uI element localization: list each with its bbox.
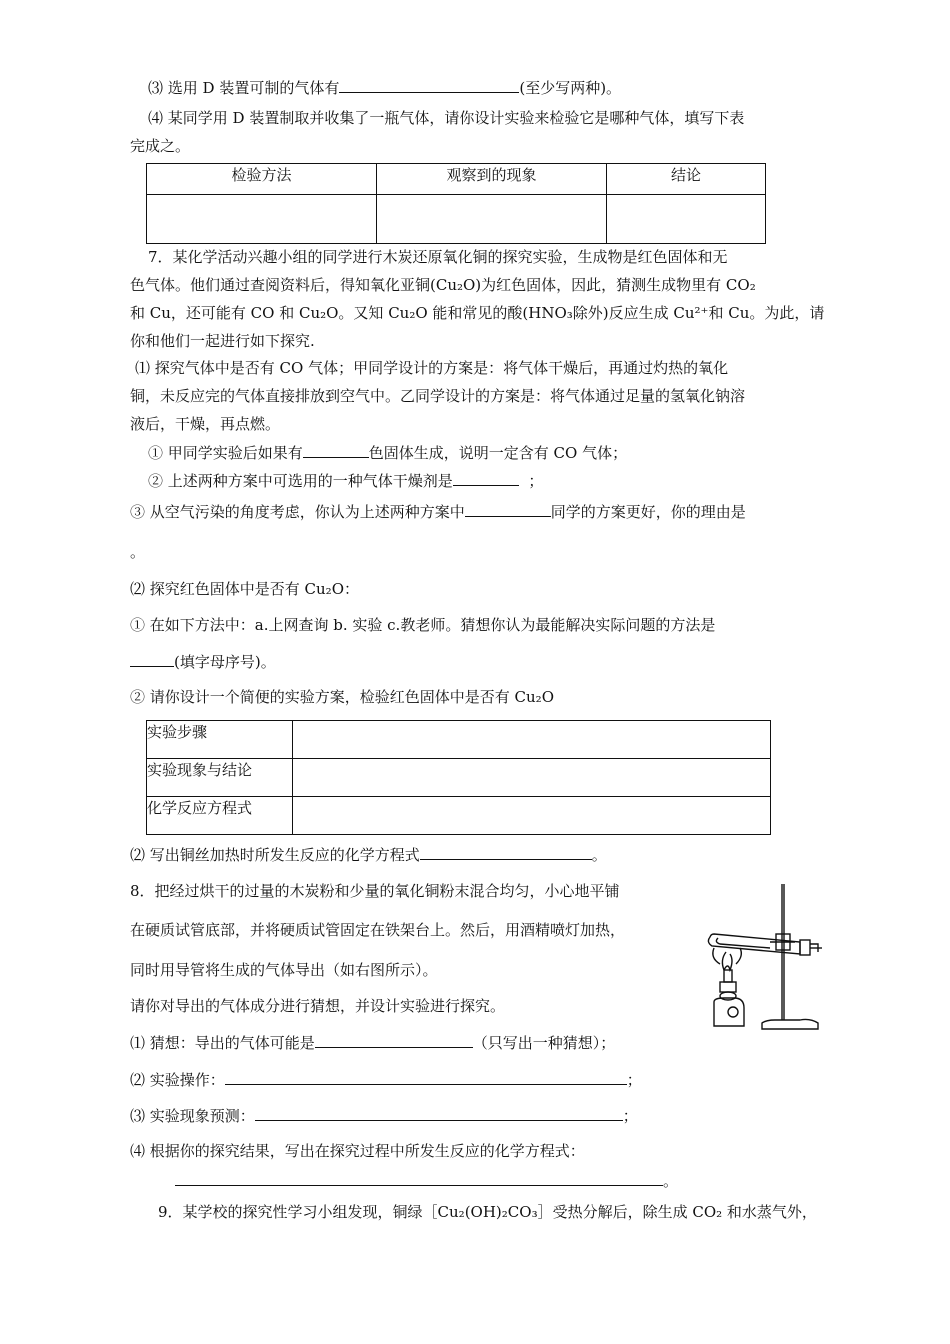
q8-line4: 请你对导出的气体成分进行猜想，并设计实验进行探究。 xyxy=(130,997,506,1015)
q7-line2: 色气体。他们通过查阅资料后，得知氧化亚铜(Cu₂O)为红色固体，因此，猜测生成物里有 CO₂ xyxy=(130,276,756,294)
q7-s1-q3: ③ 从空气污染的角度考虑，你认为上述两种方案中 同学的方案更好，你的理由是 xyxy=(130,503,746,521)
q7-line4: 你和他们一起进行如下探究. xyxy=(130,332,315,350)
q7-s1-line2: 铜，未反应完的气体直接排放到空气中。乙同学设计的方案是：将气体通过足量的氢氧化钠溶 xyxy=(130,387,746,405)
q9-line1: 9．某学校的探究性学习小组发现，铜绿［Cu₂(OH)₂CO₃］受热分解后，除生成 CO₂ 和水蒸气外， xyxy=(158,1203,817,1221)
table-cell[interactable] xyxy=(147,195,377,244)
table-header: 结论 xyxy=(607,164,766,195)
q8-part3: ⑶ 实验现象预测： ； xyxy=(130,1107,638,1125)
table-cell[interactable] xyxy=(377,195,607,244)
q7-s2-q1-line2: (填字母序号)。 xyxy=(130,651,276,672)
q7-s1-q2: ② 上述两种方案中可选用的一种气体干燥剂是 ； xyxy=(148,472,544,490)
answer-blank[interactable] xyxy=(130,651,174,667)
q7-experiment-table xyxy=(146,720,771,835)
answer-blank[interactable] xyxy=(339,77,519,93)
table-cell[interactable] xyxy=(607,195,766,244)
table-row-label: 实验步骤 xyxy=(147,721,293,759)
q7-line3: 和 Cu，还可能有 CO 和 Cu₂O。又知 Cu₂O 能和常见的酸(HNO₃除外)反应生成 Cu²⁺和 Cu。为此，请 xyxy=(130,304,825,322)
answer-blank[interactable] xyxy=(175,1170,663,1186)
q7-s1-q3-end: 。 xyxy=(130,543,146,561)
answer-blank[interactable] xyxy=(225,1069,627,1085)
q6-test-table xyxy=(146,163,766,244)
table-cell[interactable] xyxy=(293,797,771,835)
q7-s2-q2: ② 请你设计一个简便的实验方案，检验红色固体中是否有 Cu₂O xyxy=(130,688,554,706)
answer-blank[interactable] xyxy=(420,844,592,860)
q6-part4-line2: 完成之。 xyxy=(130,137,191,155)
q7-line1: 7．某化学活动兴趣小组的同学进行木炭还原氧化铜的探究实验，生成物是红色固体和无 xyxy=(148,248,728,266)
q8-line1: 8．把经过烘干的过量的木炭粉和少量的氧化铜粉末混合均匀，小心地平铺 xyxy=(130,882,620,900)
q8-part1: ⑴ 猜想：导出的气体可能是 （只写出一种猜想）； xyxy=(130,1034,616,1052)
q6-part4-line1: ⑷ 某同学用 D 装置制取并收集了一瓶气体，请你设计实验来检验它是哪种气体，填写下表 xyxy=(148,109,745,127)
q7-s1-q1: ① 甲同学实验后如果有 色固体生成，说明一定含有 CO 气体； xyxy=(148,444,628,462)
q8-part4: ⑷ 根据你的探究结果，写出在探究过程中所发生反应的化学方程式： xyxy=(130,1142,585,1160)
answer-blank[interactable] xyxy=(303,442,369,458)
q8-line3: 同时用导管将生成的气体导出（如右图所示）。 xyxy=(130,961,438,979)
answer-blank[interactable] xyxy=(255,1105,623,1121)
answer-blank[interactable] xyxy=(453,470,519,486)
q7-s3: ⑵ 写出铜丝加热时所发生反应的化学方程式 。 xyxy=(130,846,607,864)
q7-s2-title: ⑵ 探究红色固体中是否有 Cu₂O： xyxy=(130,580,359,598)
q8-line2: 在硬质试管底部，并将硬质试管固定在铁架台上。然后，用酒精喷灯加热， xyxy=(130,921,626,939)
table-cell[interactable] xyxy=(293,721,771,759)
q6-part3: ⑶ 选用 D 装置可制的气体有 (至少写两种)。 xyxy=(148,79,622,97)
answer-blank[interactable] xyxy=(315,1032,473,1048)
table-header: 检验方法 xyxy=(147,164,377,195)
table-row-label: 实验现象与结论 xyxy=(147,759,293,797)
q8-part2: ⑵ 实验操作： ； xyxy=(130,1071,642,1089)
q7-s1-line1: ⑴ 探究气体中是否有 CO 气体；甲同学设计的方案是：将气体干燥后，再通过灼热的氧化 xyxy=(135,359,729,377)
table-cell[interactable] xyxy=(293,759,771,797)
answer-blank[interactable] xyxy=(465,501,551,517)
q7-s1-line3: 液后，干燥，再点燃。 xyxy=(130,415,281,433)
table-header: 观察到的现象 xyxy=(377,164,607,195)
q8-part4-answer: 。 xyxy=(175,1170,678,1191)
q7-s2-q1-line1: ① 在如下方法中：a.上网查询 b. 实验 c.教老师。猜想你认为最能解决实际问题的方法是 xyxy=(130,616,716,634)
apparatus-figure xyxy=(700,882,825,1037)
table-row-label: 化学反应方程式 xyxy=(147,797,293,835)
